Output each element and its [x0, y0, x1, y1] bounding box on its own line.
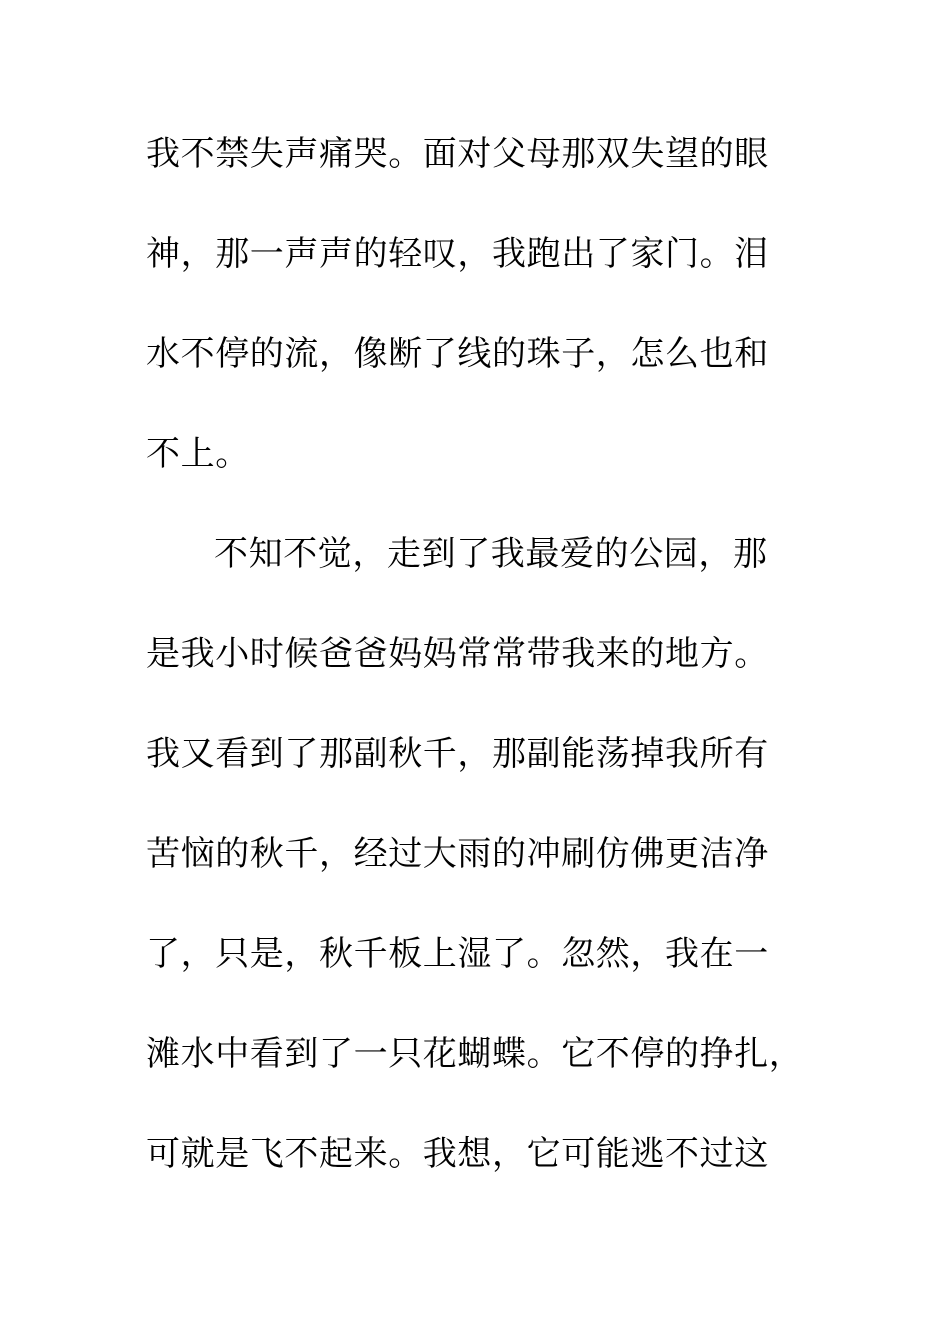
text-line: 我又看到了那副秋千，那副能荡掉我所有	[146, 734, 769, 774]
text-line: 是我小时候爸爸妈妈常常带我来的地方。	[146, 634, 769, 674]
text-line: 不上。	[146, 434, 250, 474]
text-line: 我不禁失声痛哭。面对父母那双失望的眼	[146, 134, 769, 174]
text-line: 苦恼的秋千，经过大雨的冲刷仿佛更洁净	[146, 834, 769, 874]
paragraph-start-line: 不知不觉，走到了我最爱的公园，那	[214, 534, 768, 574]
body-text	[146, 128, 826, 1228]
text-line: 神，那一声声的轻叹，我跑出了家门。泪	[146, 234, 769, 274]
text-line: 可就是飞不起来。我想，它可能逃不过这	[146, 1134, 769, 1174]
text-line: 了，只是，秋千板上湿了。忽然，我在一	[146, 934, 769, 974]
text-line: 水不停的流，像断了线的珠子，怎么也和	[146, 334, 769, 374]
text-line: 滩水中看到了一只花蝴蝶。它不停的挣扎，	[146, 1034, 804, 1074]
